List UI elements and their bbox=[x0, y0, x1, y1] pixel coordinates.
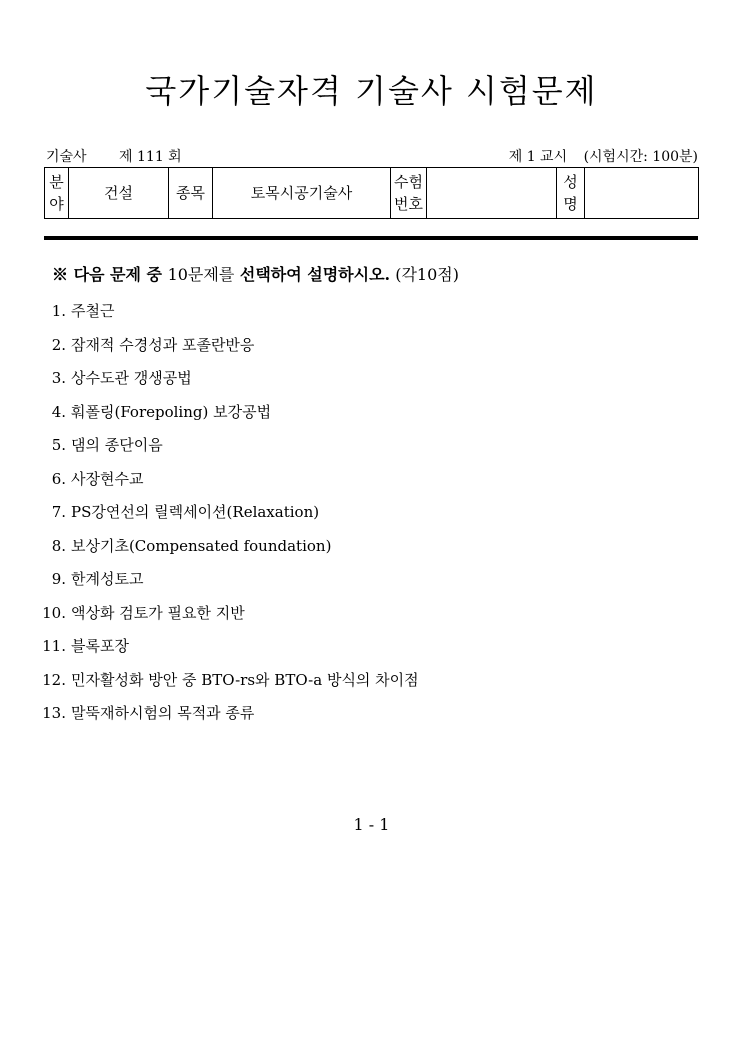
page-title: 국가기술자격 기술사 시험문제 bbox=[145, 72, 598, 110]
question-text: 사장현수교 bbox=[71, 469, 144, 488]
exam-number-label bbox=[391, 168, 427, 219]
field-value: 건설 bbox=[69, 168, 169, 219]
header-divider bbox=[44, 236, 698, 240]
question-text: 상수도관 갱생공법 bbox=[71, 369, 192, 387]
question-text: 댐의 종단이음 bbox=[71, 436, 163, 454]
exam-grade: 기술사 bbox=[46, 149, 87, 165]
question-number: 9. bbox=[51, 570, 66, 588]
question-number: 13. bbox=[42, 704, 66, 722]
question-text: 액상화 검토가 필요한 지반 bbox=[71, 603, 245, 622]
instruction-prefix: ※ 다음 문제 중 bbox=[52, 265, 168, 284]
exam-number-label-line-1: 수험 bbox=[394, 173, 423, 191]
name-label-line-1: 성 bbox=[563, 173, 578, 191]
instruction-score: (각10점) bbox=[390, 265, 459, 284]
exam-round: 제 111 회 bbox=[119, 149, 182, 165]
question-number: 12. bbox=[42, 670, 66, 689]
field-label-line-1: 분 bbox=[49, 173, 64, 191]
field-label-line-2: 야 bbox=[49, 195, 64, 213]
question-text: 잠재적 수경성과 포졸란반응 bbox=[71, 335, 255, 354]
question-text: 보상기초(Compensated foundation) bbox=[71, 536, 332, 555]
question-number: 6. bbox=[51, 469, 66, 488]
question-number: 2. bbox=[51, 335, 66, 354]
exam-number-field[interactable] bbox=[427, 168, 557, 219]
question-number: 8. bbox=[51, 536, 66, 555]
exam-info-right bbox=[509, 146, 698, 166]
question-number: 11. bbox=[42, 637, 66, 655]
question-text: 민자활성화 방안 중 BTO-rs와 BTO-a 방식의 차이점 bbox=[71, 670, 419, 689]
question-number: 4. bbox=[51, 402, 66, 421]
question-text: 주철근 bbox=[71, 302, 115, 320]
instruction-text bbox=[52, 262, 459, 285]
question-number: 3. bbox=[51, 369, 66, 387]
name-label bbox=[557, 168, 585, 219]
question-number: 1. bbox=[51, 302, 66, 320]
question-text: 블록포장 bbox=[71, 637, 129, 655]
name-label-line-2: 명 bbox=[563, 195, 578, 213]
category-value: 토목시공기술사 bbox=[213, 168, 391, 219]
field-label bbox=[45, 168, 69, 219]
question-number: 5. bbox=[51, 436, 66, 454]
instruction-middle: 선택하여 설명하시오. bbox=[234, 265, 391, 284]
question-text: 한계성토고 bbox=[71, 570, 144, 588]
name-field[interactable] bbox=[585, 168, 699, 219]
category-label: 종목 bbox=[169, 168, 213, 219]
exam-period: 제 1 교시 bbox=[508, 149, 568, 165]
question-text: 말뚝재하시험의 목적과 종류 bbox=[71, 704, 255, 722]
question-text: 훠폴링(Forepoling) 보강공법 bbox=[71, 402, 272, 421]
exam-number-label-line-2: 번호 bbox=[394, 195, 423, 213]
exam-header-table bbox=[44, 167, 699, 219]
exam-info-left bbox=[46, 146, 182, 166]
question-text: PS강연선의 릴렉세이션(Relaxation) bbox=[71, 503, 320, 521]
question-number: 10. bbox=[42, 603, 66, 622]
instruction-count: 10문제를 bbox=[167, 265, 235, 284]
question-number: 7. bbox=[51, 503, 66, 521]
exam-time: (시험시간: 100분) bbox=[583, 149, 698, 165]
exam-info-row bbox=[46, 146, 698, 166]
page-number: 1 - 1 bbox=[353, 815, 390, 834]
